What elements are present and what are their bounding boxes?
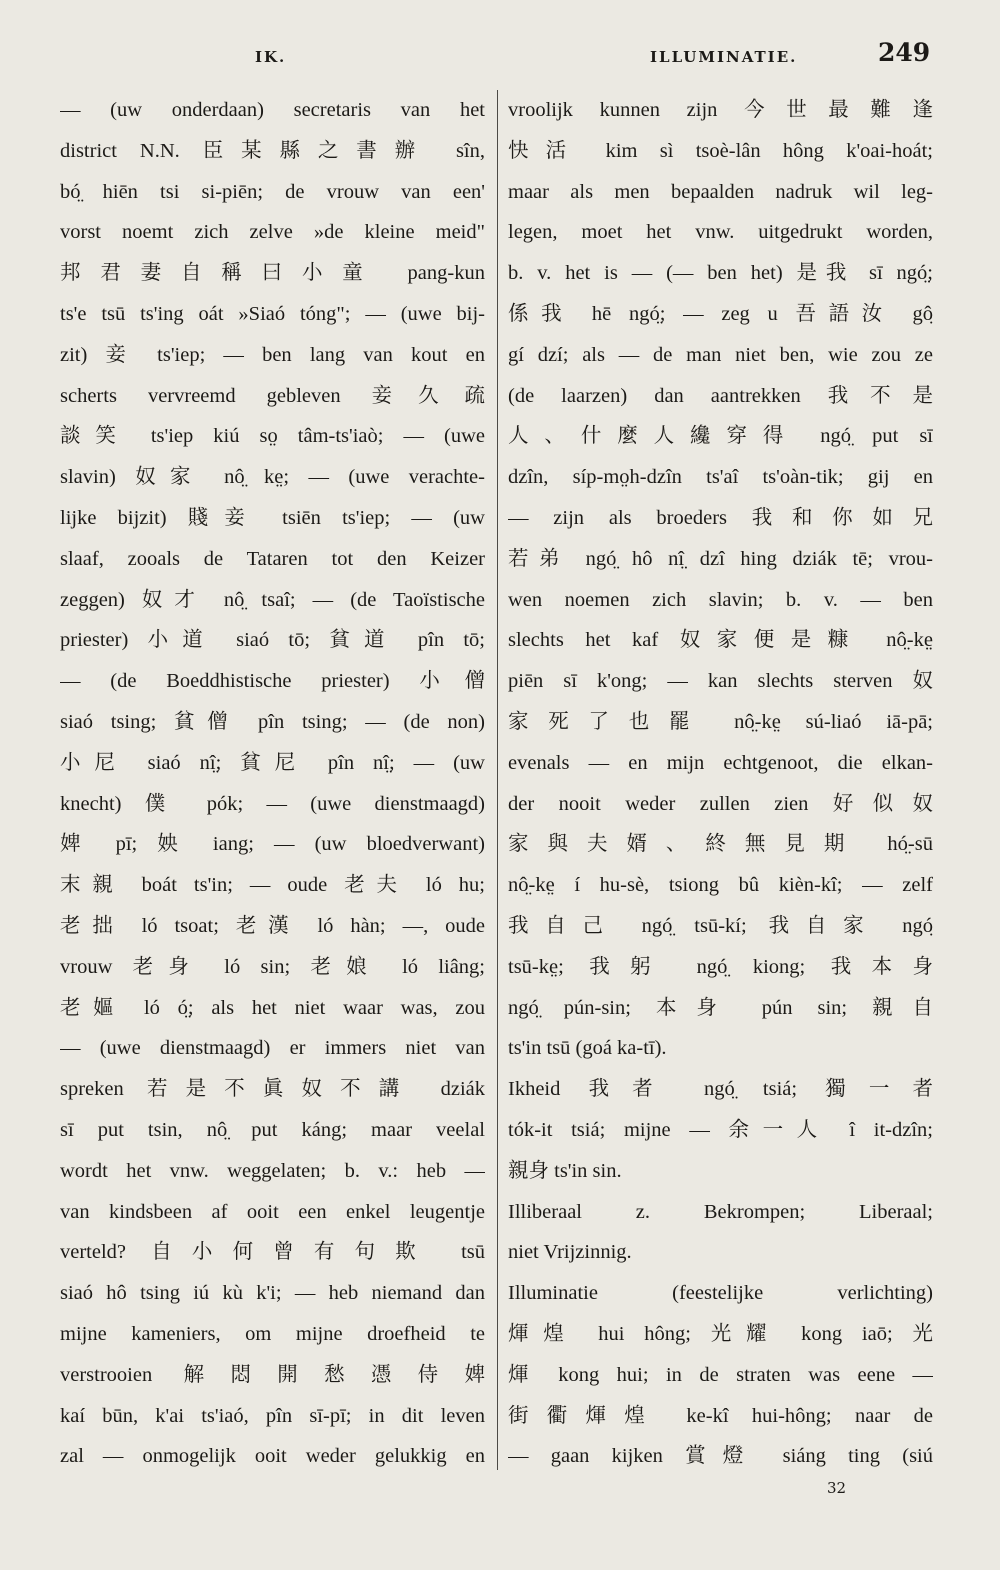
- text-line: maar als men bepaalden nadruk wil leg-: [508, 180, 933, 203]
- text-line: knecht) 僕 pók; — (uwe dienstmaagd): [60, 792, 485, 815]
- text-line: scherts vervreemd gebleven 妾久疏: [60, 384, 485, 407]
- text-line: Ikheid 我者 ngó̤ tsiá; 獨一者: [508, 1078, 933, 1101]
- text-line: dzîn, síp-mo̤h-dzîn ts'aî ts'oàn-tik; gij en: [508, 466, 933, 489]
- text-line: verstrooien 解悶開愁憑侍婢: [60, 1363, 485, 1386]
- text-line: (de laarzen) dan aantrekken 我不是: [508, 384, 933, 407]
- running-header: [0, 38, 1000, 78]
- text-line: priester) 小道 siaó tō; 貧道 pîn tō;: [60, 629, 485, 652]
- column-divider: [497, 90, 498, 1470]
- text-line: niet Vrijzinnig.: [508, 1241, 632, 1264]
- text-line: ts'in tsū (goá ka-tī).: [508, 1037, 667, 1060]
- text-line: tsū-ke̤; 我躬 ngó̤ kiong; 我本身: [508, 955, 933, 978]
- text-line: piēn sī k'ong; — kan slechts sterven 奴: [508, 670, 933, 693]
- text-line: — (de Boeddhistische priester) 小僧: [60, 670, 485, 693]
- text-line: zal — onmogelijk ooit weder gelukkig en: [60, 1445, 485, 1468]
- text-line: slavin) 奴家 nô̤ ke̤; — (uwe verachte-: [60, 466, 485, 489]
- text-line: siaó tsing; 貧僧 pîn tsing; — (de non): [60, 710, 485, 733]
- text-line: — zijn als broeders 我和你如兄: [508, 506, 933, 529]
- page-number: 249: [878, 38, 931, 67]
- left-column: [60, 90, 485, 1477]
- text-line: van kindsbeen af ooit een enkel leugentje: [60, 1200, 485, 1223]
- text-line: nô̤-ke̤ í hu-sè, tsiong bû kièn-kî; — zelf: [508, 874, 933, 897]
- text-line: spreken 若是不眞奴不講 dziák: [60, 1078, 485, 1101]
- text-line: wordt het vnw. weggelaten; b. v.: heb —: [60, 1159, 485, 1182]
- text-line: siaó hô tsing iú kù k'i; — heb niemand dan: [60, 1282, 485, 1305]
- text-line: legen, moet het vnw. uitgedrukt worden,: [508, 221, 933, 244]
- text-line: bó̤ hiēn tsi si-piēn; de vrouw van een': [60, 180, 485, 203]
- text-line: 家死了也罷 nô̤-ke̤ sú-liaó iā-pā;: [508, 710, 933, 733]
- text-line: Illuminatie (feestelijke verlichting): [508, 1282, 933, 1305]
- text-line: evenals — en mijn echtgenoot, die elkan-: [508, 751, 933, 774]
- text-line: 若弟 ngó̤ hô nî̤ dzî hing dziák tē; vrou-: [508, 547, 933, 570]
- text-line: 邦君妻自稱曰小童 pang-kun: [60, 262, 485, 285]
- text-line: 煇煌 hui hông; 光耀 kong iaō; 光: [508, 1322, 933, 1345]
- text-line: 老嫗 ló ó̤; als het niet waar was, zou: [60, 996, 485, 1019]
- text-line: 人、什麼人纔穿得 ngó̤ put sī: [508, 425, 933, 448]
- text-line: der nooit weder zullen zien 好似奴: [508, 792, 933, 815]
- text-line: 婢 pī; 姎 iang; — (uw bloedverwant): [60, 833, 485, 856]
- text-line: — (uw onderdaan) secretaris van het: [60, 99, 485, 121]
- text-line: ts'e tsū ts'ing oát »Siaó tóng"; — (uwe bij-: [60, 302, 485, 325]
- text-line: gí dzí; als — de man niet ben, wie zou ze: [508, 343, 933, 366]
- header-right-keyword: ILLUMINATIE.: [650, 48, 798, 66]
- text-line: 係我 hē ngó̤; — zeg u 吾語汝 gô̤: [508, 302, 933, 325]
- text-line: 小尼 siaó nî̤; 貧尼 pîn nî̤; — (uw: [60, 751, 485, 774]
- text-line: verteld? 自小何曾有句欺 tsū: [60, 1241, 485, 1264]
- text-line: 末親 boát ts'in; — oude 老夫 ló hu;: [60, 874, 485, 897]
- text-line: lijke bijzit) 賤妾 tsiēn ts'iep; — (uw: [60, 506, 485, 529]
- text-line: vroolijk kunnen zijn 今世最難逢: [508, 99, 933, 121]
- text-line: 家與夫婿、終無見期 hó̤-sū: [508, 833, 933, 856]
- text-line: slaaf, zooals de Tataren tot den Keizer: [60, 547, 485, 570]
- text-line: 我自己 ngó̤ tsū-kí; 我自家 ngó̤: [508, 914, 933, 937]
- text-line: vorst noemt zich zelve »de kleine meid": [60, 221, 485, 244]
- text-line: 快活 kim sì tsoè-lân hông k'oai-hoát;: [508, 139, 933, 162]
- text-line: 老拙 ló tsoat; 老漢 ló hàn; —, oude: [60, 914, 485, 937]
- text-line: ngó̤ pún-sin; 本身 pún sin; 親自: [508, 996, 933, 1019]
- text-line: Illiberaal z. Bekrompen; Liberaal;: [508, 1200, 933, 1223]
- text-line: zit) 妾 ts'iep; — ben lang van kout en: [60, 343, 485, 366]
- right-column: [508, 90, 933, 1477]
- text-line: zeggen) 奴才 nô̤ tsaî; — (de Taoïstische: [60, 588, 485, 611]
- text-line: b. v. het is — (— ben het) 是我 sī ngó̤;: [508, 262, 933, 285]
- text-line: vrouw 老身 ló sin; 老娘 ló liâng;: [60, 955, 485, 978]
- text-line: kaí būn, k'ai ts'iaó, pîn sī-pī; in dit leven: [60, 1404, 485, 1427]
- signature-mark: 32: [827, 1479, 847, 1497]
- text-line: sī put tsin, nô̤ put káng; maar veelal: [60, 1118, 485, 1141]
- text-line: 煇 kong hui; in de straten was eene —: [508, 1363, 933, 1386]
- text-line: slechts het kaf 奴家便是糠 nô̤-ke̤: [508, 629, 933, 652]
- text-line: wen noemen zich slavin; b. v. — ben: [508, 588, 933, 611]
- text-line: 街衢煇煌 ke-kî hui-hông; naar de: [508, 1404, 933, 1427]
- text-line: — (uwe dienstmaagd) er immers niet van: [60, 1037, 485, 1060]
- text-line: 談笑 ts'iep kiú so̤ tâm-ts'iaò; — (uwe: [60, 425, 485, 448]
- header-left-keyword: IK.: [255, 48, 287, 66]
- text-line: district N.N. 臣某縣之書辦 sîn,: [60, 139, 485, 162]
- text-line: 親身 ts'in sin.: [508, 1159, 622, 1182]
- text-line: — gaan kijken 賞燈 siáng ting (siú: [508, 1445, 933, 1468]
- text-line: tók-it tsiá; mijne — 余一人 î it-dzîn;: [508, 1118, 933, 1141]
- text-line: mijne kameniers, om mijne droefheid te: [60, 1322, 485, 1345]
